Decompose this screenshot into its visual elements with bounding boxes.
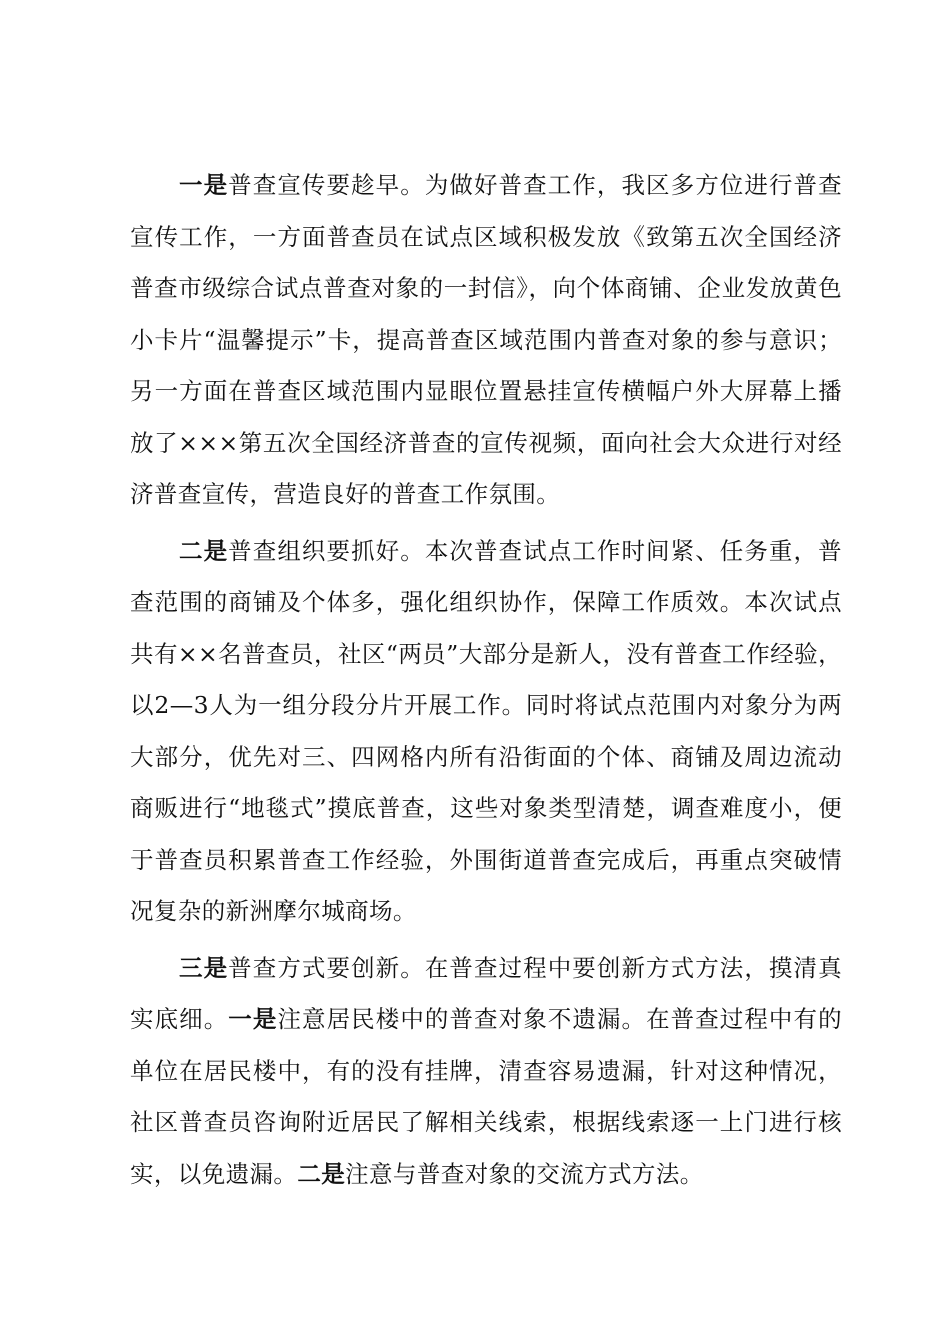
paragraph-text: 普查宣传要趁早。为做好普查工作，我区多方位进行普查宣传工作，一方面普查员在试点区域积极发放《致第五次全国经济普查市级综合试点普查对象的一封信》，向个体商铺、企业发放黄色小卡片“温馨提示”卡，提高普查区域范围内普查对象的参与意识；另一方面在普查区域范围内显眼位置悬挂宣传横幅户外大屏幕上播放了×××第五次全国经济普查的宣传视频，面向社会大众进行对经济普查宣传，营造良好的普查工作氛围。 <box>130 171 842 508</box>
paragraph-publicity <box>130 160 842 521</box>
paragraph-lead: 三是 <box>179 953 229 982</box>
paragraph-sublead: 二是 <box>297 1159 346 1188</box>
paragraph-lead: 一是 <box>179 171 229 199</box>
paragraph-text: 普查组织要抓好。本次普查试点工作时间紧、任务重，普查范围的商铺及个体多，强化组织协作，保障工作质效。本次试点共有××名普查员，社区“两员”大部分是新人，没有普查工作经验，以2—3人为一组分段分片开展工作。同时将试点范围内对象分为两大部分，优先对三、四网格内所有沿街面的个体、商铺及周边流动商贩进行“地毯式”摸底普查，这些对象类型清楚，调查难度小，便于普查员积累普查工作经验，外围街道普查完成后，再重点突破情况复杂的新洲摩尔城商场。 <box>130 536 842 925</box>
paragraph-organization <box>130 526 842 938</box>
paragraph-text: 普查方式要创新。在普查过程中要创新方式方法，摸清真实底细。 <box>130 953 842 1033</box>
document-page <box>130 160 842 1200</box>
paragraph-text: 注意居民楼中的普查对象不遗漏。在普查过程中有的单位在居民楼中，有的没有挂牌，清查容易遗漏，针对这种情况，社区普查员咨询附近居民了解相关线索，根据线索逐一上门进行核实，以免遗漏。 <box>130 1005 842 1188</box>
paragraph-lead: 二是 <box>179 536 229 565</box>
paragraph-text: 注意与普查对象的交流方式方法。 <box>345 1159 704 1188</box>
paragraph-sublead: 一是 <box>228 1005 278 1033</box>
paragraph-method <box>130 943 842 1201</box>
